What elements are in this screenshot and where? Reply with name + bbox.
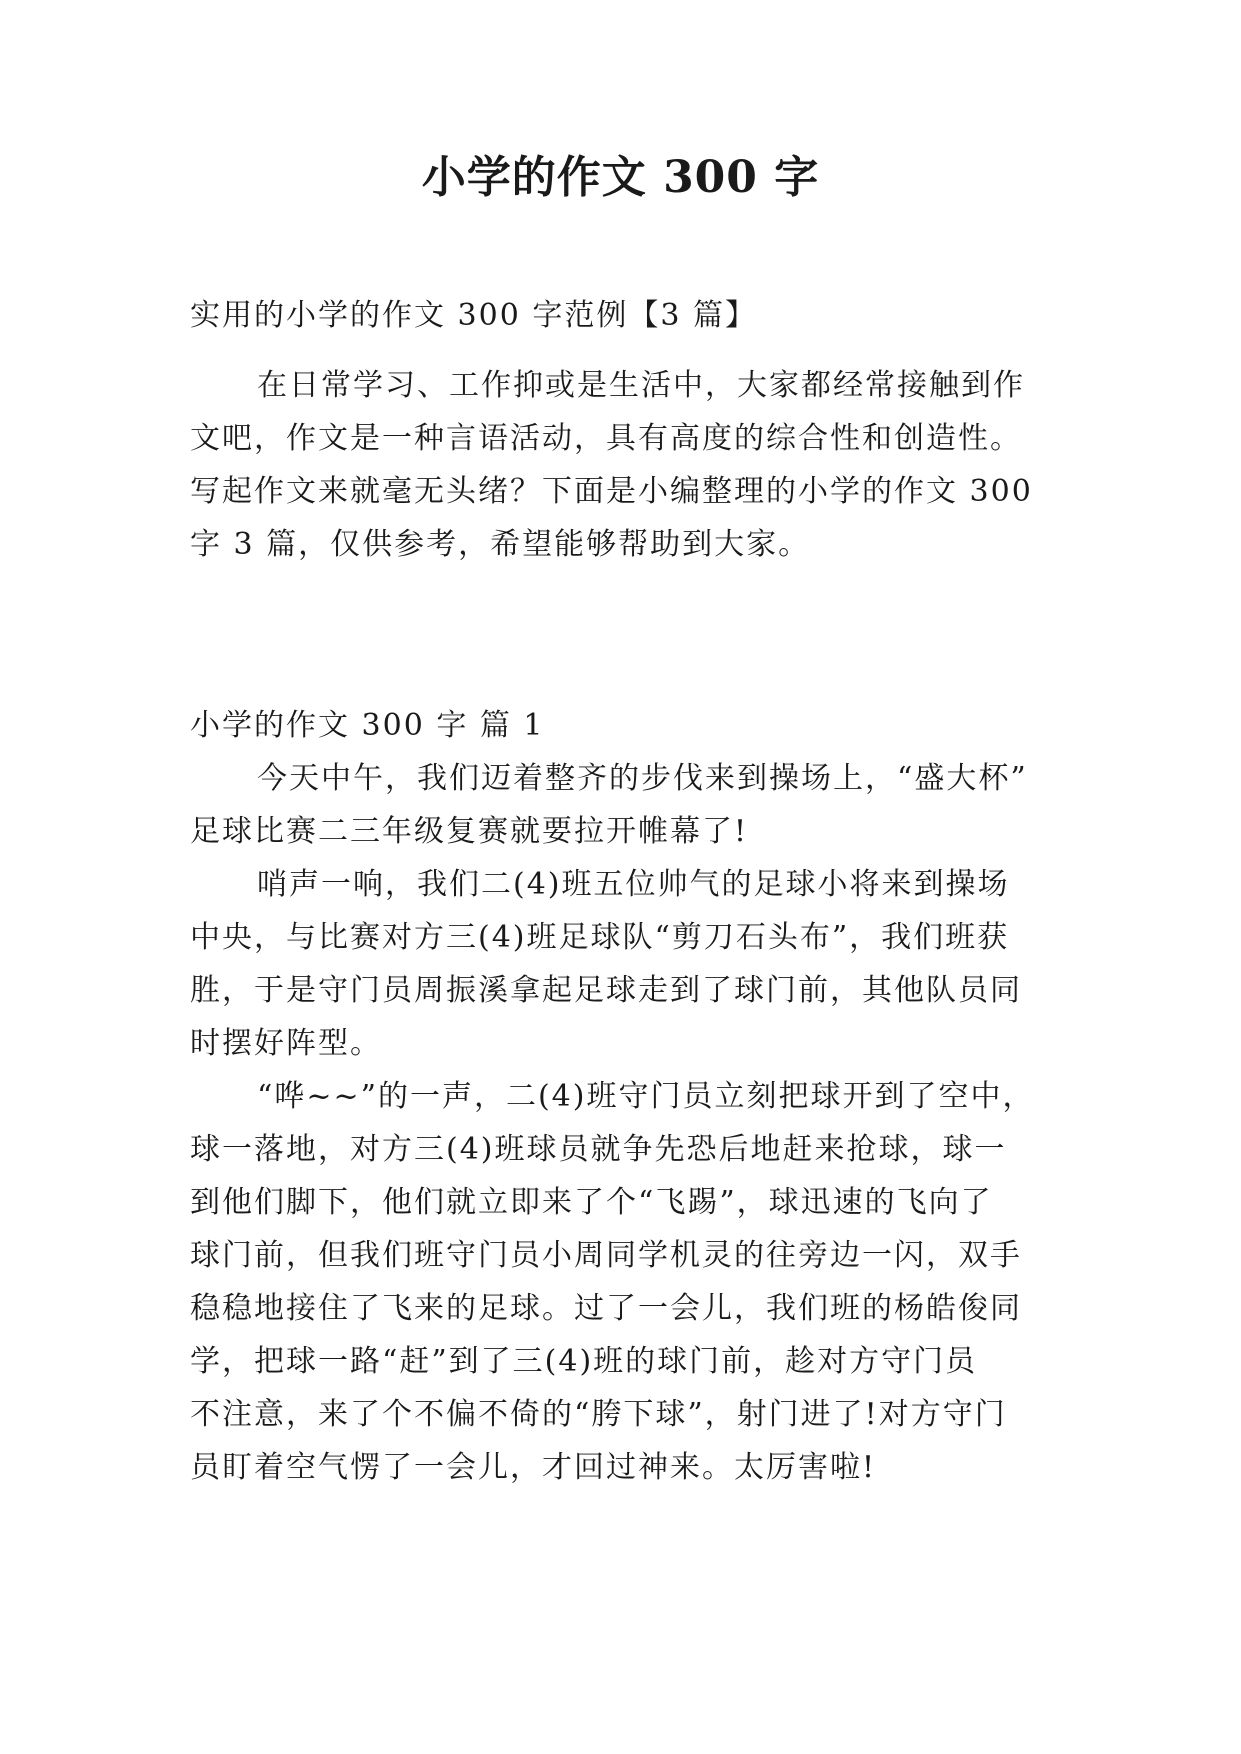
paragraph-3-line-8: 员盯着空气愣了一会儿，才回过神来。太厉害啦! bbox=[190, 1450, 877, 1485]
paragraph-2-line-1: 哨声一响，我们二(4)班五位帅气的足球小将来到操场 bbox=[257, 867, 1010, 902]
paragraph-3-line-6: 学，把球一路“赶”到了三(4)班的球门前，趁对方守门员 bbox=[190, 1344, 978, 1379]
paragraph-1-line-1: 今天中午，我们迈着整齐的步伐来到操场上，“盛大杯” bbox=[257, 761, 1028, 796]
paragraph-2-line-2: 中央，与比赛对方三(4)班足球队“剪刀石头布”，我们班获 bbox=[190, 920, 1010, 955]
intro-line-4: 字 3 篇，仅供参考，希望能够帮助到大家。 bbox=[190, 527, 811, 562]
intro-line-2: 文吧，作文是一种言语活动，具有高度的综合性和创造性。 bbox=[190, 421, 1022, 456]
paragraph-3-line-4: 球门前，但我们班守门员小周同学机灵的往旁边一闪，双手 bbox=[190, 1238, 1022, 1273]
paragraph-2-line-3: 胜，于是守门员周振溪拿起足球走到了球门前，其他队员同 bbox=[190, 973, 1022, 1008]
intro-line-1: 在日常学习、工作抑或是生活中，大家都经常接触到作 bbox=[257, 368, 1025, 403]
document-subtitle: 实用的小学的作文 300 字范例【3 篇】 bbox=[190, 298, 757, 333]
paragraph-2-line-4: 时摆好阵型。 bbox=[190, 1026, 382, 1061]
section-heading: 小学的作文 300 字 篇 1 bbox=[190, 708, 545, 743]
paragraph-3-line-1: “哗~~”的一声，二(4)班守门员立刻把球开到了空中， bbox=[257, 1079, 1035, 1114]
paragraph-3-line-7: 不注意，来了个不偏不倚的“胯下球”，射门进了!对方守门 bbox=[190, 1397, 1007, 1432]
document-title: 小学的作文 300 字 bbox=[421, 152, 820, 203]
paragraph-3-line-3: 到他们脚下，他们就立即来了个“飞踢”，球迅速的飞向了 bbox=[190, 1185, 993, 1220]
intro-line-3: 写起作文来就毫无头绪？下面是小编整理的小学的作文 300 bbox=[190, 474, 1033, 509]
paragraph-3-line-2: 球一落地，对方三(4)班球员就争先恐后地赶来抢球，球一 bbox=[190, 1132, 1007, 1167]
paragraph-1-line-2: 足球比赛二三年级复赛就要拉开帷幕了! bbox=[190, 814, 749, 849]
paragraph-3-line-5: 稳稳地接住了飞来的足球。过了一会儿，我们班的杨皓俊同 bbox=[190, 1291, 1022, 1326]
